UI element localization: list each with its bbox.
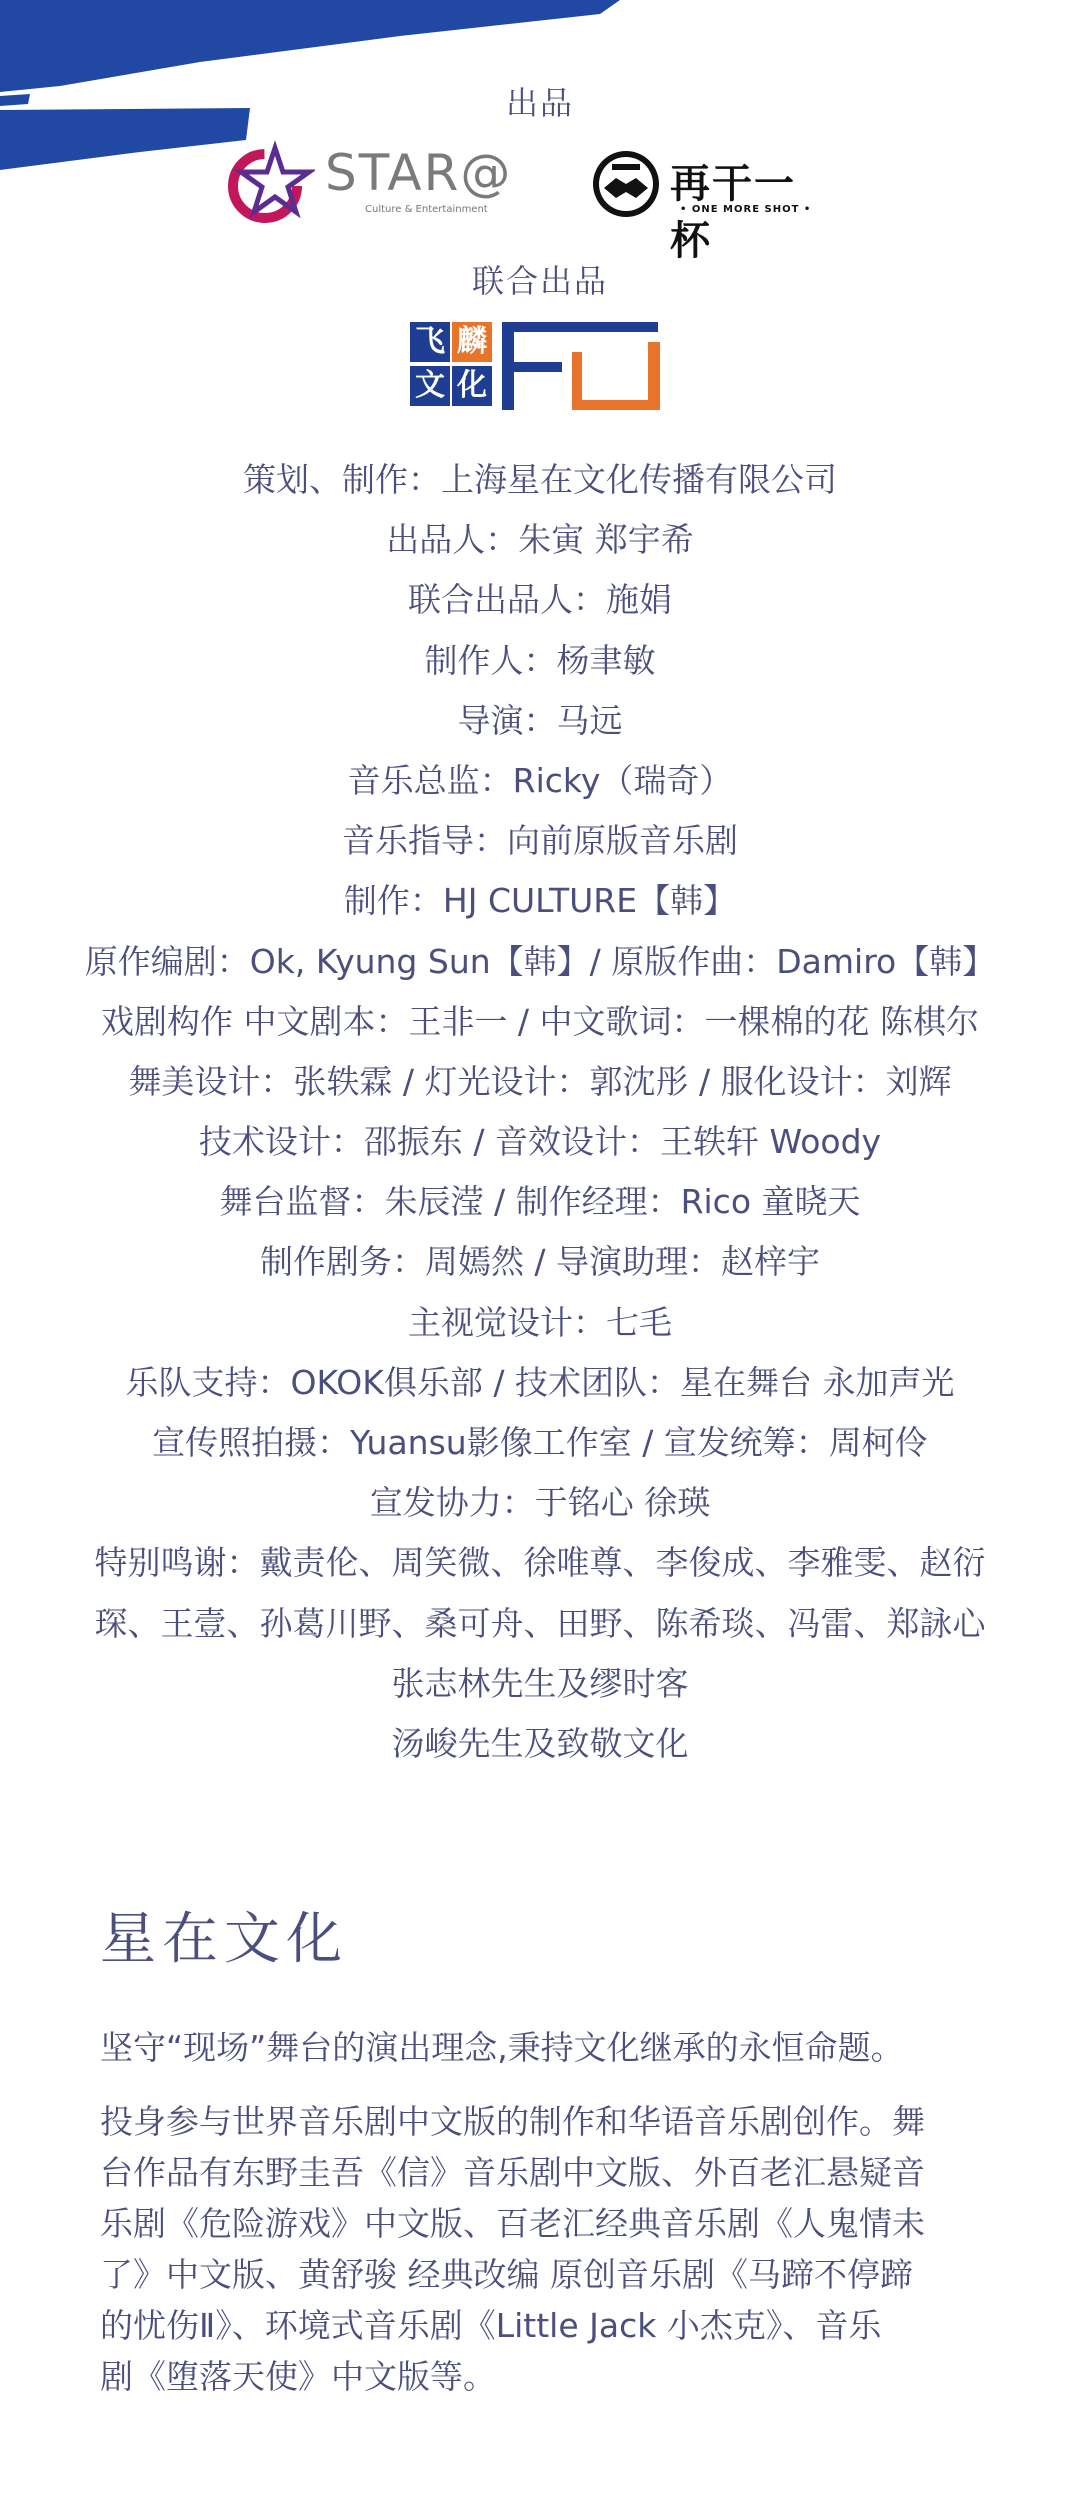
description-line: 乐剧《危险游戏》中文版、百老汇经典音乐剧《人鬼情未 [100, 2204, 925, 2243]
credit-line: 舞台监督：朱辰滢 / 制作经理：Rico 童晓天 [219, 1182, 861, 1222]
co-presenter-label: 联合出品 [471, 262, 608, 300]
description-line: 剧《堕落天使》中文版等。 [100, 2357, 496, 2396]
credit-line: 导演：马远 [457, 700, 623, 740]
company-heading: 星在文化 [100, 1907, 348, 1972]
credit-line: 特别鸣谢：戴责伦、周笑微、徐唯尊、李俊成、李雅雯、赵衍 [94, 1543, 986, 1583]
feilin-char-4: 化 [452, 366, 492, 406]
credit-line: 出品人：朱寅 郑宇希 [386, 520, 694, 560]
credit-line: 主视觉设计：七毛 [408, 1302, 672, 1342]
credit-line: 宣发协力：于铭心 徐瑛 [369, 1483, 711, 1523]
presenter-logos [0, 138, 1080, 264]
credit-line: 制作：HJ CULTURE【韩】 [343, 881, 737, 921]
credits-list [0, 450, 1080, 1774]
credit-line: 制作剧务：周嫣然 / 导演助理：赵梓宇 [259, 1242, 821, 1282]
fj-mark-icon [502, 322, 662, 410]
presenter-label: 出品 [505, 84, 574, 122]
star-logo-text: STAR@ [325, 144, 513, 202]
description-line: 台作品有东野圭吾《信》音乐剧中文版、外百老汇悬疑音 [100, 2153, 925, 2192]
one-more-shot-logo [590, 146, 830, 264]
one-more-shot-text-zh: 再干一杯 [670, 161, 796, 264]
credit-line: 音乐总监：Ricky（瑞奇） [347, 760, 733, 800]
description-line: 的忧伤Ⅱ》、环境式音乐剧《Little Jack 小杰克》、音乐 [100, 2306, 882, 2345]
credit-line: 汤峻先生及致敬文化 [391, 1723, 689, 1763]
credit-line: 张志林先生及缪时客 [391, 1663, 689, 1703]
credit-line: 策划、制作：上海星在文化传播有限公司 [243, 460, 837, 499]
company-motto: 坚守“现场”舞台的演出理念,秉持文化继承的永恒命题。 [100, 2028, 904, 2067]
one-more-shot-text-en: • ONE MORE SHOT • [680, 204, 812, 215]
feilin-culture-logo [410, 322, 666, 410]
feilin-char-3: 文 [410, 366, 450, 406]
credit-line: 联合出品人：施娟 [408, 580, 672, 620]
description-line: 了》中文版、黄舒骏 经典改编 原创音乐剧《马蹄不停蹄 [100, 2255, 913, 2294]
credit-line: 原作编剧：Ok, Kyung Sun【韩】/ 原版作曲：Damiro【韩】 [84, 941, 996, 981]
credit-line: 制作人：杨聿敏 [424, 640, 656, 680]
credit-line: 舞美设计：张轶霖 / 灯光设计：郭沈彤 / 服化设计：刘辉 [128, 1061, 952, 1101]
credit-line: 戏剧构作 中文剧本：王非一 / 中文歌词：一棵棉的花 陈棋尔 [100, 1001, 980, 1041]
star-logo-subtitle: Culture & Entertainment [365, 204, 488, 215]
description-line: 投身参与世界音乐剧中文版的制作和华语音乐剧创作。舞 [100, 2102, 925, 2141]
credit-line: 乐队支持：OKOK俱乐部 / 技术团队：星在舞台 永加声光 [125, 1362, 955, 1402]
handshake-emblem-icon [590, 148, 662, 220]
feilin-char-2: 麟 [452, 322, 492, 362]
company-description [100, 2096, 1000, 2402]
credit-line: 技术设计：邵振东 / 音效设计：王轶轩 Woody [198, 1122, 882, 1162]
star-culture-logo [225, 138, 515, 228]
star-emblem-icon [225, 138, 315, 228]
feilin-char-1: 飞 [410, 322, 450, 362]
credit-line: 宣传照拍摄：Yuansu影像工作室 / 宣发统筹：周柯伶 [152, 1423, 928, 1462]
credit-line: 琛、王壹、孙葛川野、桑可舟、田野、陈希琰、冯雷、郑詠心 [94, 1603, 986, 1643]
credit-line: 音乐指导：向前原版音乐剧 [342, 821, 738, 861]
